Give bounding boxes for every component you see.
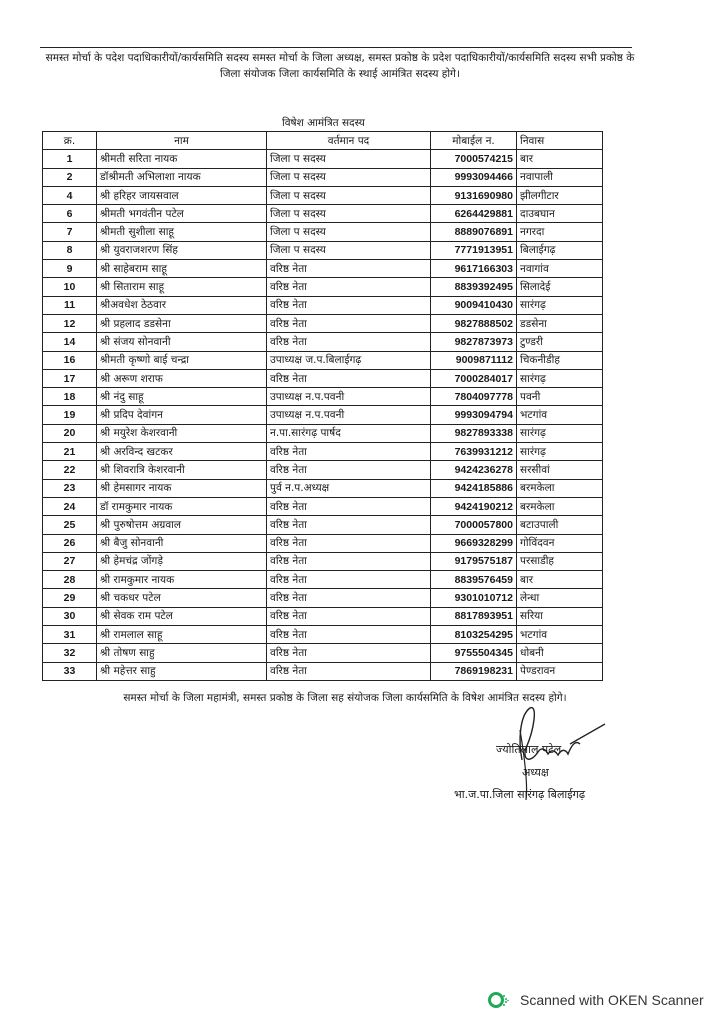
position-cell: वरिष्ठ नेता bbox=[267, 443, 431, 461]
serial-cell: 24 bbox=[43, 497, 97, 515]
name-cell: डॉ रामकुमार नायक bbox=[97, 497, 267, 515]
name-cell: श्री मयुरेश केशरवानी bbox=[97, 424, 267, 442]
mobile-cell: 9424190212 bbox=[431, 497, 517, 515]
table-row bbox=[43, 552, 603, 570]
residence-cell: सिलादेई bbox=[517, 278, 603, 296]
name-cell: श्री तोषण साहु bbox=[97, 644, 267, 662]
header-residence: निवास bbox=[517, 132, 603, 150]
serial-cell: 18 bbox=[43, 388, 97, 406]
position-cell: वरिष्ठ नेता bbox=[267, 260, 431, 278]
residence-cell: सारंगढ़ bbox=[517, 443, 603, 461]
table-row bbox=[43, 296, 603, 314]
name-cell: श्री चकधर पटेल bbox=[97, 589, 267, 607]
serial-cell: 33 bbox=[43, 662, 97, 680]
residence-cell: पवनी bbox=[517, 388, 603, 406]
serial-cell: 27 bbox=[43, 552, 97, 570]
table-row bbox=[43, 461, 603, 479]
position-cell: उपाध्यक्ष न.प.पवनी bbox=[267, 406, 431, 424]
mobile-cell: 9993094466 bbox=[431, 168, 517, 186]
position-cell: वरिष्ठ नेता bbox=[267, 333, 431, 351]
name-cell: श्री हरिहर जायसवाल bbox=[97, 186, 267, 204]
table-row bbox=[43, 424, 603, 442]
residence-cell: बिलाईगढ़ bbox=[517, 241, 603, 259]
table-row bbox=[43, 497, 603, 515]
serial-cell: 12 bbox=[43, 314, 97, 332]
name-cell: श्री साहेबराम साहू bbox=[97, 260, 267, 278]
table-row bbox=[43, 662, 603, 680]
position-cell: पुर्व न.प.अध्यक्ष bbox=[267, 479, 431, 497]
header-mobile: मोबाईल न. bbox=[431, 132, 517, 150]
position-cell: जिला प सदस्य bbox=[267, 150, 431, 168]
residence-cell: गोविंदवन bbox=[517, 534, 603, 552]
table-row bbox=[43, 223, 603, 241]
name-cell: श्रीमती सुशीला साहू bbox=[97, 223, 267, 241]
mobile-cell: 8889076891 bbox=[431, 223, 517, 241]
table-row bbox=[43, 626, 603, 644]
position-cell: वरिष्ठ नेता bbox=[267, 589, 431, 607]
mobile-cell: 9827888502 bbox=[431, 314, 517, 332]
mobile-cell: 7639931212 bbox=[431, 443, 517, 461]
position-cell: जिला प सदस्य bbox=[267, 186, 431, 204]
mobile-cell: 8839392495 bbox=[431, 278, 517, 296]
table-row bbox=[43, 241, 603, 259]
position-cell: वरिष्ठ नेता bbox=[267, 278, 431, 296]
serial-cell: 28 bbox=[43, 571, 97, 589]
name-cell: श्री नंदु साहू bbox=[97, 388, 267, 406]
residence-cell: दाउबघान bbox=[517, 205, 603, 223]
members-table bbox=[42, 131, 603, 681]
residence-cell: बार bbox=[517, 150, 603, 168]
table-row bbox=[43, 314, 603, 332]
header-position: वर्तमान पद bbox=[267, 132, 431, 150]
mobile-cell: 9009871112 bbox=[431, 351, 517, 369]
mobile-cell: 7000057800 bbox=[431, 516, 517, 534]
table-row bbox=[43, 406, 603, 424]
serial-cell: 31 bbox=[43, 626, 97, 644]
table-row bbox=[43, 333, 603, 351]
table-row bbox=[43, 607, 603, 625]
table-row bbox=[43, 644, 603, 662]
scanner-logo-icon bbox=[488, 991, 510, 1009]
table-row bbox=[43, 516, 603, 534]
position-cell: जिला प सदस्य bbox=[267, 241, 431, 259]
position-cell: वरिष्ठ नेता bbox=[267, 516, 431, 534]
residence-cell: भटगांव bbox=[517, 406, 603, 424]
residence-cell: पेण्डरावन bbox=[517, 662, 603, 680]
residence-cell: सरसीवां bbox=[517, 461, 603, 479]
residence-cell: झीलगीटार bbox=[517, 186, 603, 204]
mobile-cell: 9131690980 bbox=[431, 186, 517, 204]
residence-cell: सारंगढ़ bbox=[517, 369, 603, 387]
table-title: विषेश आमंत्रित सदस्य bbox=[282, 117, 365, 129]
mobile-cell: 9424236278 bbox=[431, 461, 517, 479]
table-row bbox=[43, 369, 603, 387]
residence-cell: डडसेना bbox=[517, 314, 603, 332]
mobile-cell: 9424185886 bbox=[431, 479, 517, 497]
residence-cell: नगरदा bbox=[517, 223, 603, 241]
table-row bbox=[43, 260, 603, 278]
serial-cell: 32 bbox=[43, 644, 97, 662]
residence-cell: लेन्धा bbox=[517, 589, 603, 607]
signatory-name: ज्योतिलाल पटेल bbox=[496, 743, 562, 756]
serial-cell: 8 bbox=[43, 241, 97, 259]
mobile-cell: 9179575187 bbox=[431, 552, 517, 570]
mobile-cell: 8103254295 bbox=[431, 626, 517, 644]
name-cell: श्री अरूण शराफ bbox=[97, 369, 267, 387]
name-cell: श्री हेमसागर नायक bbox=[97, 479, 267, 497]
name-cell: श्री प्रदिप देवांगन bbox=[97, 406, 267, 424]
serial-cell: 10 bbox=[43, 278, 97, 296]
position-cell: वरिष्ठ नेता bbox=[267, 607, 431, 625]
table-row bbox=[43, 571, 603, 589]
table-row bbox=[43, 589, 603, 607]
residence-cell: सारंगढ़ bbox=[517, 424, 603, 442]
position-cell: वरिष्ठ नेता bbox=[267, 552, 431, 570]
position-cell: वरिष्ठ नेता bbox=[267, 571, 431, 589]
position-cell: वरिष्ठ नेता bbox=[267, 461, 431, 479]
residence-cell: बार bbox=[517, 571, 603, 589]
name-cell: श्री युवराजशरण सिंह bbox=[97, 241, 267, 259]
serial-cell: 22 bbox=[43, 461, 97, 479]
serial-cell: 6 bbox=[43, 205, 97, 223]
table-row bbox=[43, 150, 603, 168]
serial-cell: 25 bbox=[43, 516, 97, 534]
name-cell: श्री सिताराम साहू bbox=[97, 278, 267, 296]
serial-cell: 23 bbox=[43, 479, 97, 497]
residence-cell: परसाडीह bbox=[517, 552, 603, 570]
serial-cell: 30 bbox=[43, 607, 97, 625]
mobile-cell: 7771913951 bbox=[431, 241, 517, 259]
table-row bbox=[43, 479, 603, 497]
name-cell: डॉश्रीमती अभिलाशा नायक bbox=[97, 168, 267, 186]
mobile-cell: 7869198231 bbox=[431, 662, 517, 680]
position-cell: जिला प सदस्य bbox=[267, 168, 431, 186]
mobile-cell: 9827893338 bbox=[431, 424, 517, 442]
serial-cell: 26 bbox=[43, 534, 97, 552]
table-row bbox=[43, 278, 603, 296]
name-cell: श्री हेमचंद्र जोंगड़े bbox=[97, 552, 267, 570]
mobile-cell: 9009410430 bbox=[431, 296, 517, 314]
residence-cell: नवापाली bbox=[517, 168, 603, 186]
residence-cell: बरमकेला bbox=[517, 479, 603, 497]
position-cell: वरिष्ठ नेता bbox=[267, 296, 431, 314]
table-row bbox=[43, 168, 603, 186]
mobile-cell: 6264429881 bbox=[431, 205, 517, 223]
signatory-role: अध्यक्ष bbox=[522, 766, 549, 779]
position-cell: जिला प सदस्य bbox=[267, 205, 431, 223]
mobile-cell: 7000284017 bbox=[431, 369, 517, 387]
residence-cell: धोबनी bbox=[517, 644, 603, 662]
mobile-cell: 9669328299 bbox=[431, 534, 517, 552]
serial-cell: 9 bbox=[43, 260, 97, 278]
mobile-cell: 8817893951 bbox=[431, 607, 517, 625]
top-rule bbox=[40, 47, 632, 48]
serial-cell: 29 bbox=[43, 589, 97, 607]
name-cell: श्री अरविन्द खटकर bbox=[97, 443, 267, 461]
position-cell: वरिष्ठ नेता bbox=[267, 662, 431, 680]
residence-cell: बटाउपाली bbox=[517, 516, 603, 534]
serial-cell: 20 bbox=[43, 424, 97, 442]
mobile-cell: 9301010712 bbox=[431, 589, 517, 607]
header-name: नाम bbox=[97, 132, 267, 150]
name-cell: श्री महेत्तर साहु bbox=[97, 662, 267, 680]
intro-paragraph: समस्त मोर्चा के पदेश पदाधिकारीयों/कार्यसमिति सदस्य समस्त मोर्चा के जिला अध्यक्ष, समस्त प्रकोष्ठ के प्रदेश पदाधिकारीयों/कार्यसमिति सदस्य सभी प्रकोष्ठ के जिला संयोजक जिला कार्यसमिति के स्थाई आमंत्रित सदस्य होगे। bbox=[45, 52, 635, 80]
serial-cell: 7 bbox=[43, 223, 97, 241]
residence-cell: सारंगढ़ bbox=[517, 296, 603, 314]
name-cell: श्री पुरुषोत्तम अग्रवाल bbox=[97, 516, 267, 534]
mobile-cell: 7804097778 bbox=[431, 388, 517, 406]
name-cell: श्री बैजु सोनवानी bbox=[97, 534, 267, 552]
table-row bbox=[43, 534, 603, 552]
mobile-cell: 8839576459 bbox=[431, 571, 517, 589]
name-cell: श्रीमती भगवंतीन पटेल bbox=[97, 205, 267, 223]
serial-cell: 17 bbox=[43, 369, 97, 387]
residence-cell: बरमकेला bbox=[517, 497, 603, 515]
position-cell: न.पा.सारंगढ़ पार्षद bbox=[267, 424, 431, 442]
position-cell: वरिष्ठ नेता bbox=[267, 497, 431, 515]
mobile-cell: 9755504345 bbox=[431, 644, 517, 662]
residence-cell: भटगांव bbox=[517, 626, 603, 644]
serial-cell: 1 bbox=[43, 150, 97, 168]
table-header-row bbox=[43, 132, 603, 150]
table-row bbox=[43, 443, 603, 461]
table-row bbox=[43, 351, 603, 369]
position-cell: उपाध्यक्ष ज.प.बिलाईगढ़ bbox=[267, 351, 431, 369]
residence-cell: सरिया bbox=[517, 607, 603, 625]
serial-cell: 19 bbox=[43, 406, 97, 424]
scanner-watermark bbox=[488, 991, 704, 1009]
residence-cell: नवागांव bbox=[517, 260, 603, 278]
name-cell: श्री प्रहलाद डडसेना bbox=[97, 314, 267, 332]
position-cell: वरिष्ठ नेता bbox=[267, 369, 431, 387]
position-cell: वरिष्ठ नेता bbox=[267, 626, 431, 644]
position-cell: जिला प सदस्य bbox=[267, 223, 431, 241]
serial-cell: 16 bbox=[43, 351, 97, 369]
serial-cell: 2 bbox=[43, 168, 97, 186]
mobile-cell: 9827873973 bbox=[431, 333, 517, 351]
name-cell: श्री संजय सोनवानी bbox=[97, 333, 267, 351]
serial-cell: 14 bbox=[43, 333, 97, 351]
name-cell: श्रीअवधेश ठेठवार bbox=[97, 296, 267, 314]
signatory-org: भा.ज.पा.जिला सारंगढ़ बिलाईगढ़ bbox=[454, 788, 586, 801]
serial-cell: 11 bbox=[43, 296, 97, 314]
position-cell: वरिष्ठ नेता bbox=[267, 314, 431, 332]
name-cell: श्री रामकुमार नायक bbox=[97, 571, 267, 589]
residence-cell: चिकनीडीह bbox=[517, 351, 603, 369]
footnote: समस्त मोर्चा के जिला महामंत्री, समस्त प्रकोष्ठ के जिला सह संयोजक जिला कार्यसमिति के विषेश आमंत्रित सदस्य होगे। bbox=[123, 692, 567, 704]
table-row bbox=[43, 186, 603, 204]
mobile-cell: 9993094794 bbox=[431, 406, 517, 424]
name-cell: श्रीमती सरिता नायक bbox=[97, 150, 267, 168]
scanner-label: Scanned with OKEN Scanner bbox=[520, 992, 704, 1008]
position-cell: वरिष्ठ नेता bbox=[267, 644, 431, 662]
name-cell: श्री रामलाल साहू bbox=[97, 626, 267, 644]
name-cell: श्रीमती कृष्णो बाई चन्द्रा bbox=[97, 351, 267, 369]
serial-cell: 4 bbox=[43, 186, 97, 204]
table-row bbox=[43, 205, 603, 223]
position-cell: उपाध्यक्ष न.प.पवनी bbox=[267, 388, 431, 406]
mobile-cell: 9617166303 bbox=[431, 260, 517, 278]
name-cell: श्री सेवक राम पटेल bbox=[97, 607, 267, 625]
name-cell: श्री शिवरात्रि केशरवानी bbox=[97, 461, 267, 479]
residence-cell: टुण्डरी bbox=[517, 333, 603, 351]
header-serial: क्र. bbox=[43, 132, 97, 150]
mobile-cell: 7000574215 bbox=[431, 150, 517, 168]
table-row bbox=[43, 388, 603, 406]
serial-cell: 21 bbox=[43, 443, 97, 461]
position-cell: वरिष्ठ नेता bbox=[267, 534, 431, 552]
